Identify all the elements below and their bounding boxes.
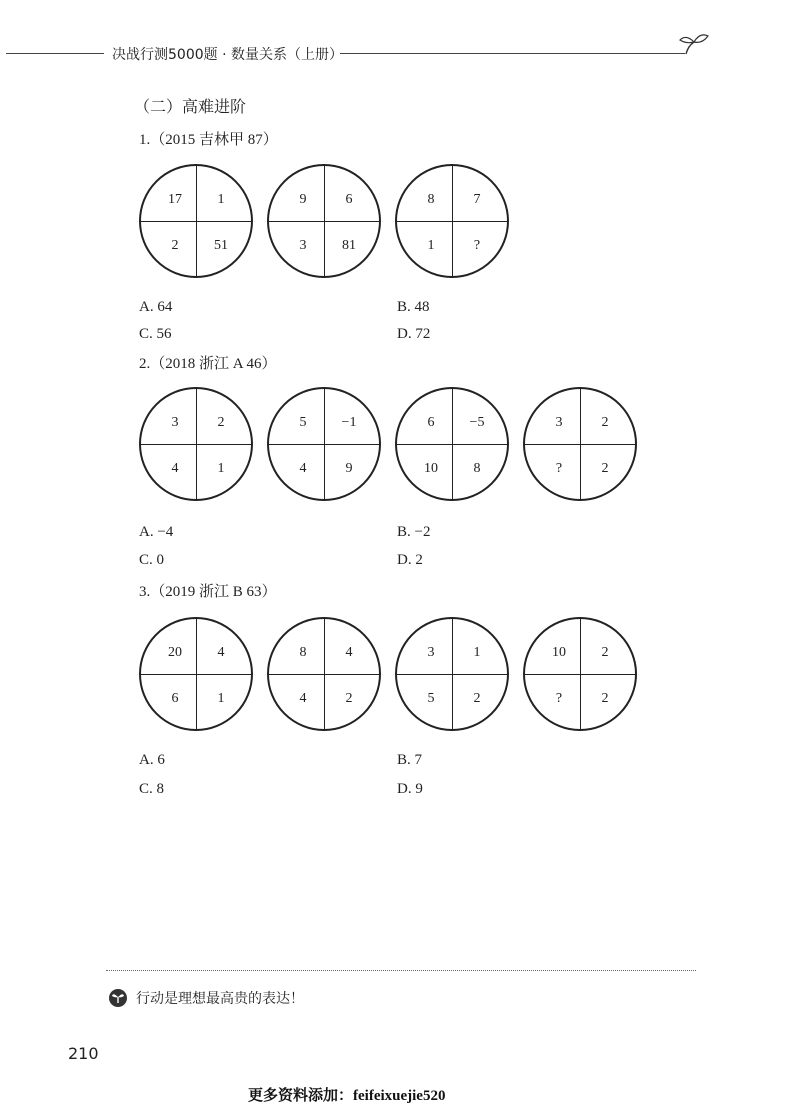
q3-c3-bottom-left: 5 xyxy=(427,691,435,706)
q2-circle-4 xyxy=(523,387,637,501)
q1-circle-1 xyxy=(139,164,253,278)
q1-c3-bottom-right: ? xyxy=(473,238,481,253)
q1-c1-top-left: 17 xyxy=(168,192,182,207)
q2-c4-bottom-left: ? xyxy=(555,461,563,476)
header-title: 决战行测5000题 · 数量关系（上册） xyxy=(112,47,343,63)
q1-c1-bottom-right: 51 xyxy=(214,238,228,253)
q2-c2-top-right: −1 xyxy=(341,415,357,430)
q3-c1-top-left: 20 xyxy=(168,645,182,660)
q1-c3-bottom-left: 1 xyxy=(427,238,435,253)
footer-divider xyxy=(106,970,696,971)
q1-option-c: C. 56 xyxy=(139,326,172,342)
q3-option-d: D. 9 xyxy=(397,781,423,797)
q3-c2-top-right: 4 xyxy=(345,645,353,660)
q2-circle-3 xyxy=(395,387,509,501)
q1-option-b: B. 48 xyxy=(397,299,430,315)
q3-c1-top-right: 4 xyxy=(217,645,225,660)
q1-c2-bottom-left: 3 xyxy=(299,238,307,253)
q3-option-b: B. 7 xyxy=(397,752,423,768)
q1-c1-top-right: 1 xyxy=(217,192,225,207)
q1-circle-3 xyxy=(395,164,509,278)
q2-circle-2 xyxy=(267,387,381,501)
q2-c4-top-left: 3 xyxy=(555,415,563,430)
q2-option-c: C. 0 xyxy=(139,552,165,568)
question-1-label: 1.（2015 吉林甲 87） xyxy=(139,132,278,148)
q2-c1-top-left: 3 xyxy=(171,415,179,430)
q1-c2-bottom-right: 81 xyxy=(342,238,356,253)
q3-c4-top-left: 10 xyxy=(552,645,566,660)
q1-option-a: A. 64 xyxy=(139,299,173,315)
q2-c2-bottom-left: 4 xyxy=(299,461,307,476)
header-rule-left xyxy=(6,53,104,54)
q3-option-c: C. 8 xyxy=(139,781,165,797)
q3-c2-bottom-left: 4 xyxy=(299,691,307,706)
q2-c4-bottom-right: 2 xyxy=(601,461,609,476)
sprout-badge-icon xyxy=(108,988,128,1008)
q2-c3-top-right: −5 xyxy=(469,415,485,430)
q1-c3-top-left: 8 xyxy=(427,192,435,207)
contact-note: 更多资料添加：feifeixuejie520 xyxy=(248,1088,446,1104)
section-title: （二）高难进阶 xyxy=(134,97,247,116)
q1-circle-2 xyxy=(267,164,381,278)
q3-c2-top-left: 8 xyxy=(299,645,307,660)
header-rule-right xyxy=(340,53,685,54)
question-3-label: 3.（2019 浙江 B 63） xyxy=(139,584,277,600)
page-number: 210 xyxy=(68,1044,99,1063)
q2-circle-1 xyxy=(139,387,253,501)
sprout-icon xyxy=(676,28,712,60)
q3-circle-3 xyxy=(395,617,509,731)
footer-motto: 行动是理想最高贵的表达！ xyxy=(136,991,304,1007)
q2-c3-top-left: 6 xyxy=(427,415,435,430)
q2-c1-bottom-right: 1 xyxy=(217,461,225,476)
q2-c2-top-left: 5 xyxy=(299,415,307,430)
q3-circle-1 xyxy=(139,617,253,731)
q2-c1-bottom-left: 4 xyxy=(171,461,179,476)
q1-c2-top-left: 9 xyxy=(299,192,307,207)
q2-c1-top-right: 2 xyxy=(217,415,225,430)
q3-c4-bottom-right: 2 xyxy=(601,691,609,706)
q3-c3-top-right: 1 xyxy=(473,645,481,660)
q3-c1-bottom-right: 1 xyxy=(217,691,225,706)
q3-c4-bottom-left: ? xyxy=(555,691,563,706)
q2-c3-bottom-right: 8 xyxy=(473,461,481,476)
q3-c3-bottom-right: 2 xyxy=(473,691,481,706)
q3-option-a: A. 6 xyxy=(139,752,165,768)
question-2-label: 2.（2018 浙江 A 46） xyxy=(139,356,277,372)
q3-c1-bottom-left: 6 xyxy=(171,691,179,706)
q1-c2-top-right: 6 xyxy=(345,192,353,207)
q2-c2-bottom-right: 9 xyxy=(345,461,353,476)
q3-circle-4 xyxy=(523,617,637,731)
q3-c3-top-left: 3 xyxy=(427,645,435,660)
q1-option-d: D. 72 xyxy=(397,326,431,342)
q1-c3-top-right: 7 xyxy=(473,192,481,207)
q1-c1-bottom-left: 2 xyxy=(171,238,179,253)
q2-option-a: A. −4 xyxy=(139,524,174,540)
q3-c4-top-right: 2 xyxy=(601,645,609,660)
q3-circle-2 xyxy=(267,617,381,731)
q2-option-b: B. −2 xyxy=(397,524,431,540)
q2-c3-bottom-left: 10 xyxy=(424,461,438,476)
q3-c2-bottom-right: 2 xyxy=(345,691,353,706)
q2-option-d: D. 2 xyxy=(397,552,423,568)
q2-c4-top-right: 2 xyxy=(601,415,609,430)
